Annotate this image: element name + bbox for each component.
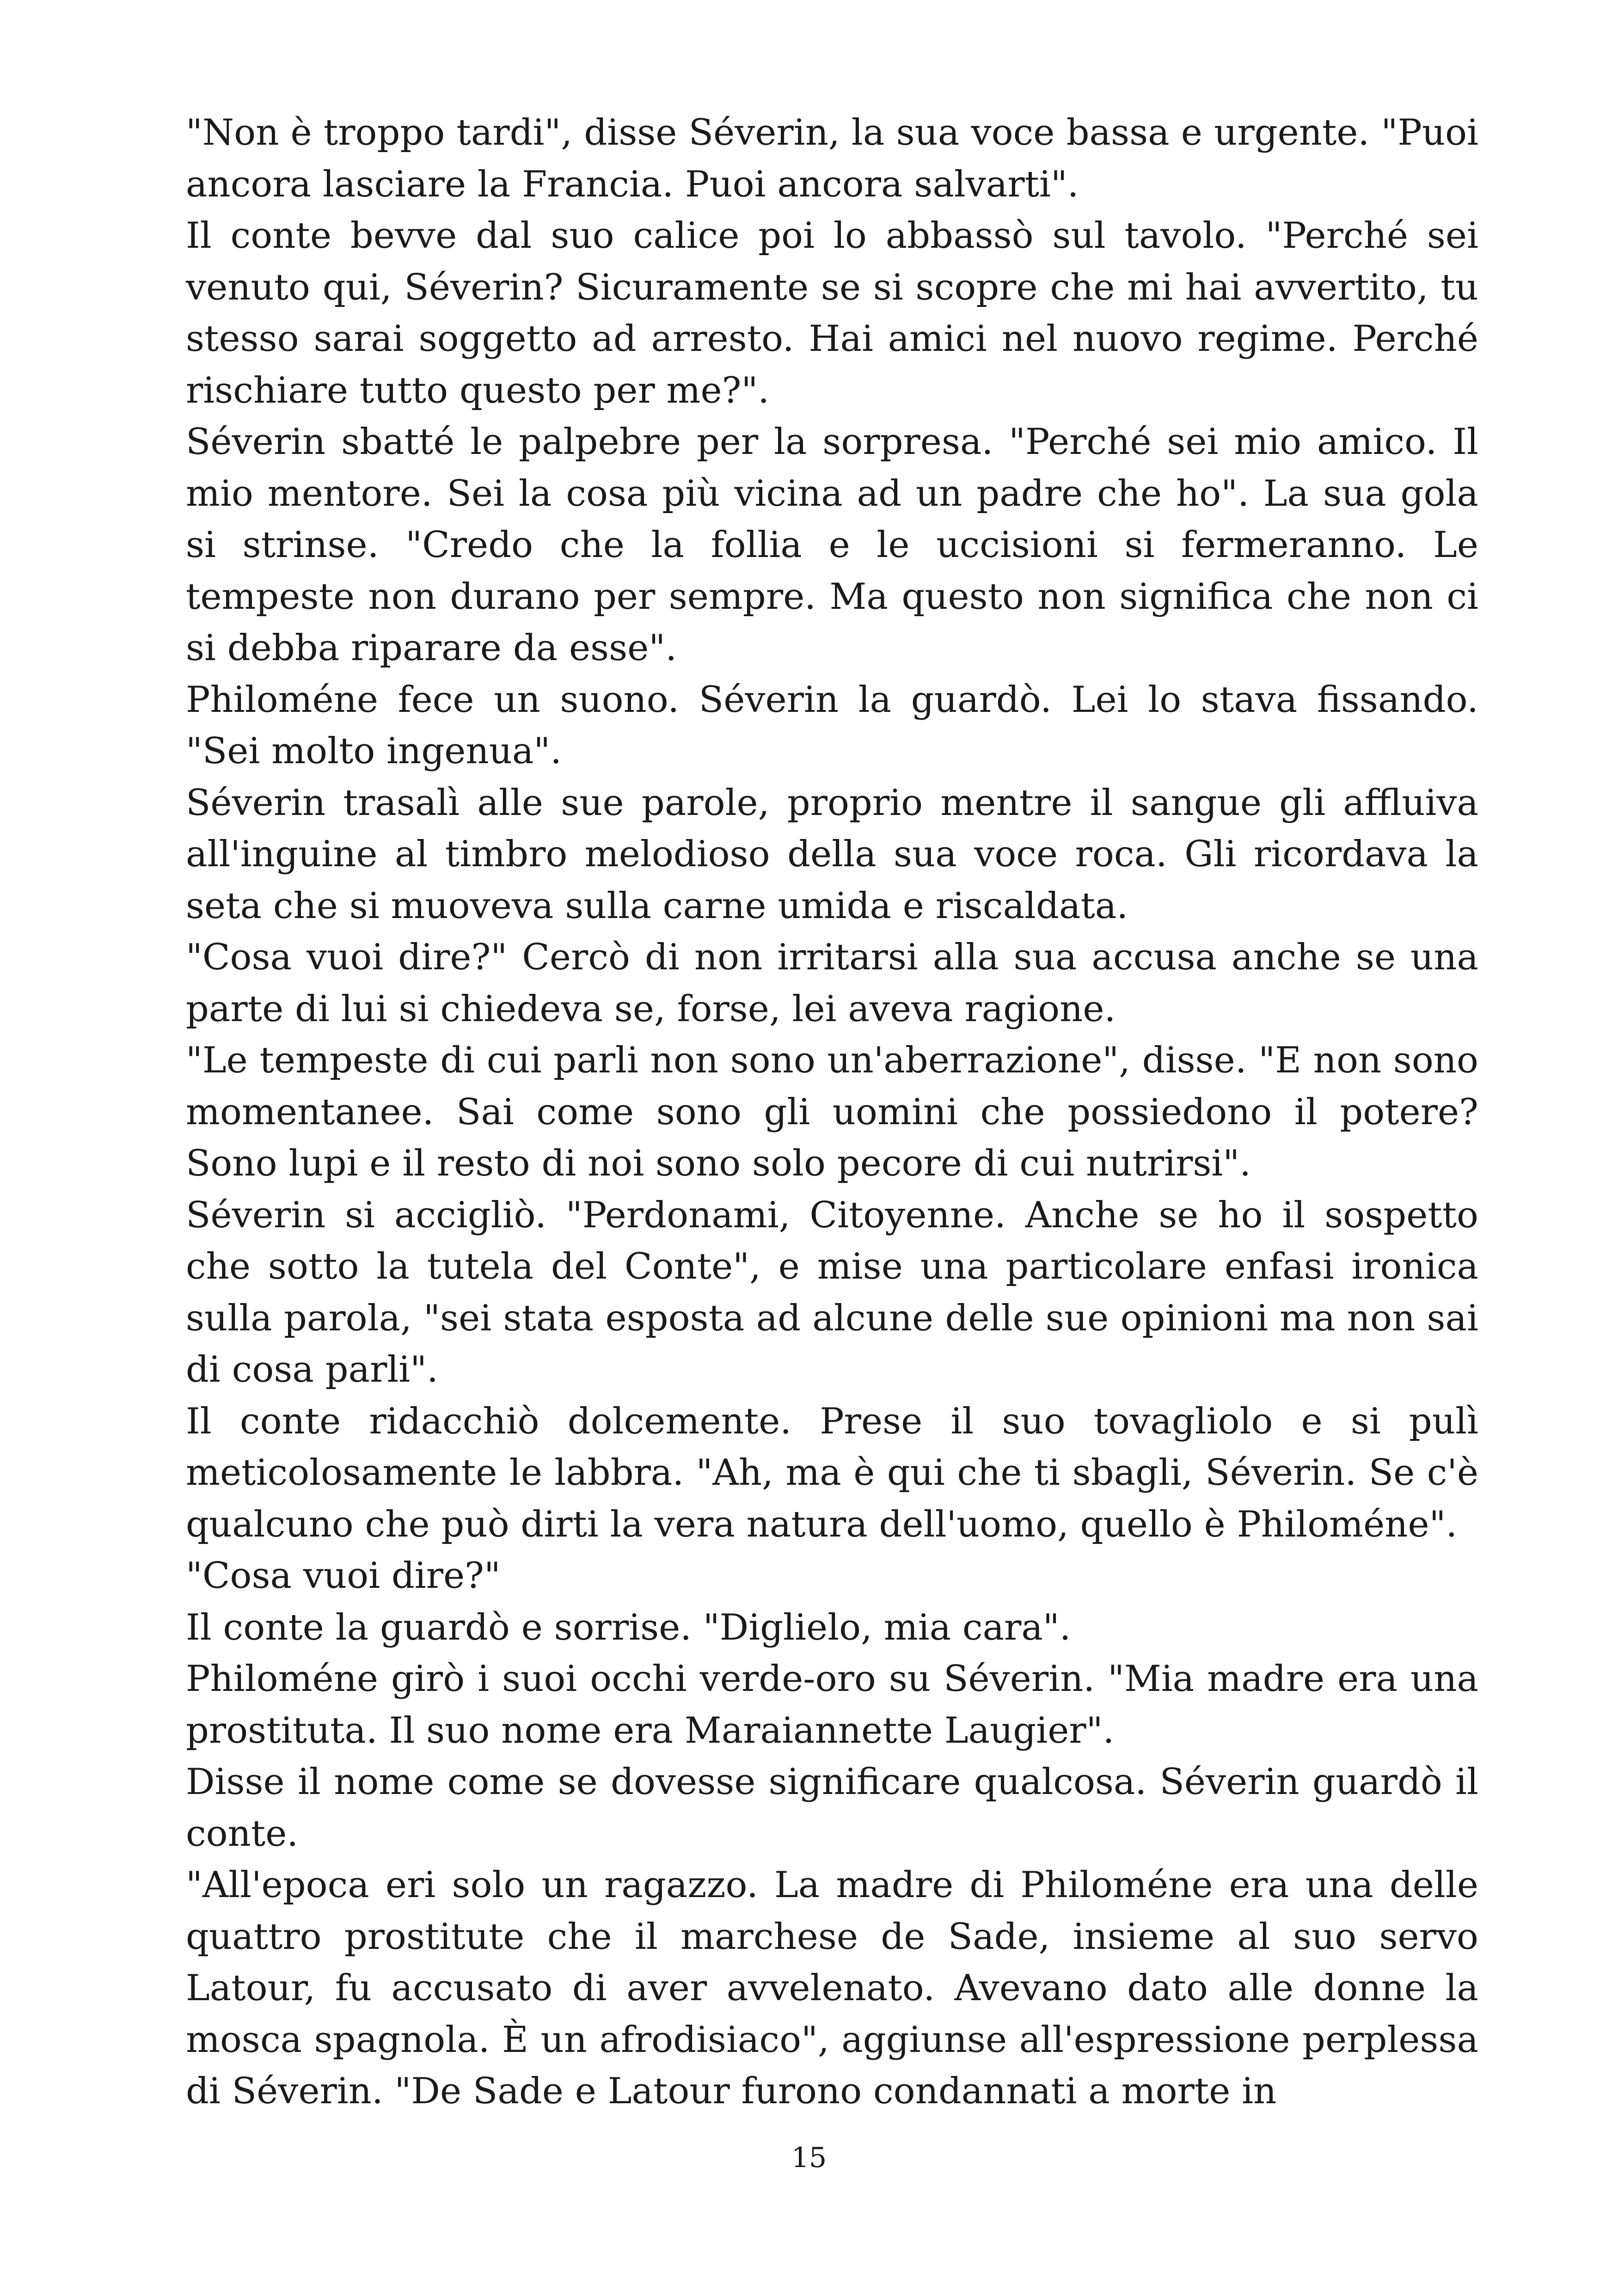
paragraph: "Le tempeste di cui parli non sono un'aberrazione", disse. "E non sono momentanee. Sai come sono gli uomini che possiedono il potere? Sono lupi e il resto di noi sono solo pecore di cui nutrirsi". [186,1040,1478,1184]
paragraph: "Cosa vuoi dire?" [186,1555,501,1597]
body-text [186,107,1478,2118]
paragraph: "Non è troppo tardi", disse Séverin, la sua voce bassa e urgente. "Puoi ancora lasciare la Francia. Puoi ancora salvarti". [186,112,1478,205]
paragraph: Philoméne fece un suono. Séverin la guardò. Lei lo stava fissando. "Sei molto ingenua". [186,679,1478,772]
paragraph: Philoméne girò i suoi occhi verde-oro su Séverin. "Mia madre era una prostituta. Il suo nome era Maraiannette Laugier". [186,1658,1478,1751]
paragraph: "All'epoca eri solo un ragazzo. La madre di Philoméne era una delle quattro prostitute che il marchese de Sade, insieme al suo servo Latour, fu accusato di aver avvelenato. Avevano dato alle donne la mosca spagnola. È un afrodisiaco", aggiunse all'espressione perplessa di Séverin. "De Sade e Latour furono condannati a morte in [186,1864,1478,2112]
paragraph: Disse il nome come se dovesse significare qualcosa. Séverin guardò il conte. [186,1761,1478,1855]
paragraph: Séverin trasalì alle sue parole, proprio mentre il sangue gli affluiva all'inguine al timbro melodioso della sua voce roca. Gli ricordava la seta che si muoveva sulla carne umida e riscaldata. [186,782,1478,927]
paragraph: Séverin si accigliò. "Perdonami, Citoyenne. Anche se ho il sospetto che sotto la tutela del Conte", e mise una particolare enfasi ironica sulla parola, "sei stata esposta ad alcune delle sue opinioni ma non sai di cosa parli". [186,1194,1478,1390]
page-number: 15 [791,2142,827,2174]
paragraph: "Cosa vuoi dire?" Cercò di non irritarsi alla sua accusa anche se una parte di lui si chiedeva se, forse, lei aveva ragione. [186,937,1478,1030]
paragraph: Il conte bevve dal suo calice poi lo abbassò sul tavolo. "Perché sei venuto qui, Séverin? Sicuramente se si scopre che mi hai avvertito, tu stesso sarai soggetto ad arresto. Hai amici nel nuovo regime. Perché rischiare tutto questo per me?". [186,215,1478,411]
paragraph: Séverin sbatté le palpebre per la sorpresa. "Perché sei mio amico. Il mio mentore. Sei la cosa più vicina ad un padre che ho". La sua gola si strinse. "Credo che la follia e le uccisioni si fermeranno. Le tempeste non durano per sempre. Ma questo non significa che non ci si debba riparare da esse". [186,421,1478,669]
paragraph: Il conte la guardò e sorrise. "Diglielo, mia cara". [186,1606,1071,1648]
paragraph: Il conte ridacchiò dolcemente. Prese il suo tovagliolo e si pulì meticolosamente le labbra. "Ah, ma è qui che ti sbagli, Séverin. Se c'è qualcuno che può dirti la vera natura dell'uomo, quello è Philoméne". [186,1400,1478,1545]
